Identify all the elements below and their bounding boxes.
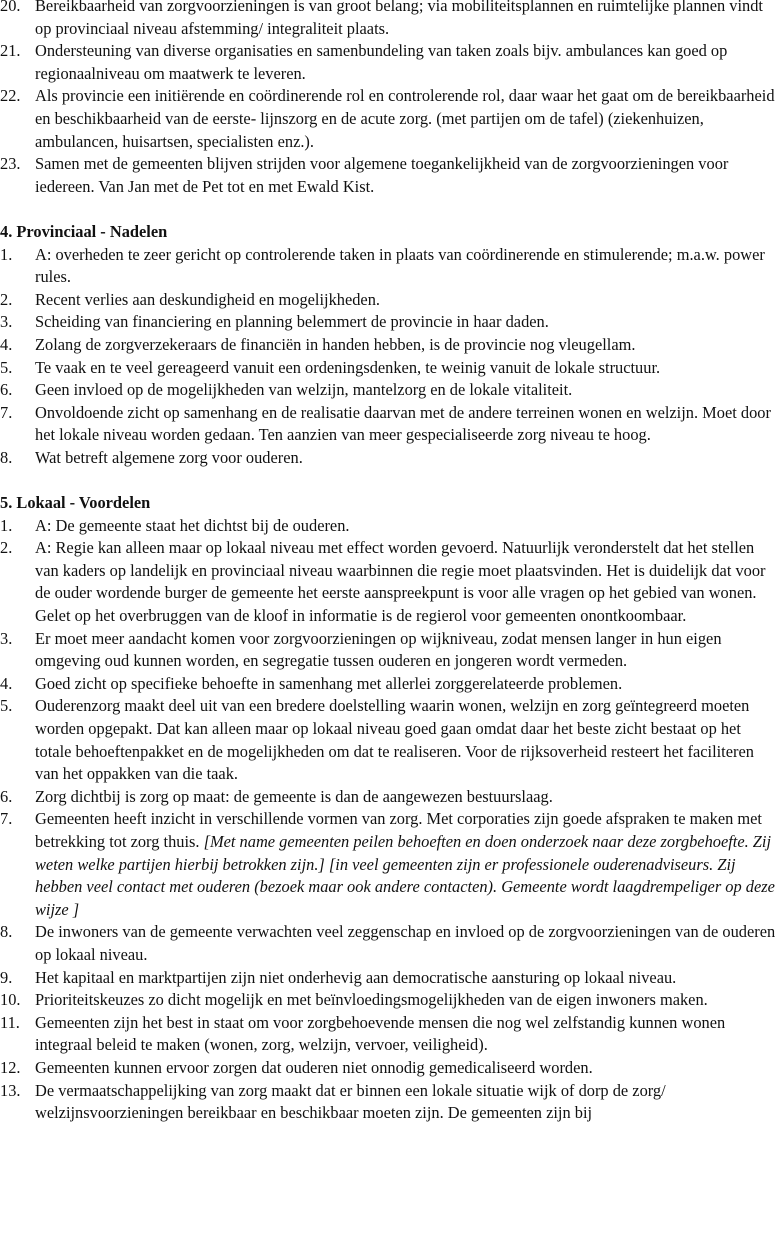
section-heading-provinciaal-nadelen: 4. Provinciaal - Nadelen <box>0 221 168 241</box>
item-number: 8. <box>0 447 13 467</box>
list-item <box>0 40 776 85</box>
item-number: 3. <box>0 628 13 648</box>
item-number: 5. <box>0 696 13 716</box>
list-item <box>0 311 776 334</box>
item-text: Het kapitaal en marktpartijen zijn niet onderhevig aan democratische aansturing op lokaal niveau. <box>35 967 677 987</box>
item-italic-note: [Met name gemeenten peilen behoeften en doen onderzoek naar deze zorgbehoefte. Zij weten welke partijen hierbij betrokken zijn.] [in veel gemeenten zijn er professionele ouderenadviseurs. Zij hebben veel contact met ouderen (bezoek maar ook andere contacten). Gemeente wordt laagdrempeliger op deze wijze ] <box>35 831 775 919</box>
list-item <box>0 989 776 1012</box>
item-text: Bereikbaarheid van zorgvoorzieningen is van groot belang; via mobiliteitsplannen en ruimtelijke plannen vindt op provinciaal niveau afstemming/ integraliteit plaats. <box>35 0 763 38</box>
item-number: 13. <box>0 1080 21 1100</box>
list-item <box>0 1012 776 1057</box>
item-number: 8. <box>0 922 13 942</box>
item-text: Te vaak en te veel gereageerd vanuit een ordeningsdenken, te weinig vanuit de lokale structuur. <box>35 357 661 377</box>
item-number: 5. <box>0 357 13 377</box>
item-text: A: overheden te zeer gericht op controlerende taken in plaats van coördinerende en stimulerende; m.a.w. power rules. <box>35 244 765 287</box>
item-text: Onvoldoende zicht op samenhang en de realisatie daarvan met de andere terreinen wonen en welzijn. Moet door het lokale niveau worden gedaan. Ten aanzien van meer gespecialiseerde zorg niveau te hoog. <box>35 402 771 445</box>
list-item <box>0 786 776 809</box>
list-item <box>0 447 776 470</box>
section-gap <box>0 469 776 492</box>
list-item <box>0 1057 776 1080</box>
item-number: 9. <box>0 967 13 987</box>
item-text: Ondersteuning van diverse organisaties en samenbundeling van taken zoals bijv. ambulances kan goed op regionaalniveau om maatwerk te leveren. <box>35 41 728 83</box>
item-text: Scheiding van financiering en planning belemmert de provincie in haar daden. <box>35 312 549 332</box>
item-text: Geen invloed op de mogelijkheden van welzijn, mantelzorg en de lokale vitaliteit. <box>35 380 573 400</box>
item-text: Samen met de gemeenten blijven strijden voor algemene toegankelijkheid van de zorgvoorzieningen voor iedereen. Van Jan met de Pet tot en met Ewald Kist. <box>35 154 729 196</box>
item-text: Gemeenten kunnen ervoor zorgen dat ouderen niet onnodig gemedicaliseerd worden. <box>35 1057 593 1077</box>
list-item <box>0 537 776 627</box>
list-item <box>0 0 776 40</box>
item-number: 10. <box>0 990 21 1010</box>
item-number: 1. <box>0 515 13 535</box>
item-text: Gemeenten heeft inzicht in verschillende vormen van zorg. Met corporaties zijn goede afspraken te maken met betrekking tot zorg thuis. <box>35 809 762 851</box>
list-item <box>0 153 776 198</box>
item-text: De vermaatschappelijking van zorg maakt dat er binnen een lokale situatie wijk of dorp de zorg/ welzijnsvoorzieningen bereikbaar en beschikbaar moeten zijn. De gemeenten zijn bij <box>35 1080 666 1123</box>
list-item <box>0 357 776 380</box>
item-number: 11. <box>0 1012 20 1032</box>
item-number: 3. <box>0 312 13 332</box>
section-gap <box>0 198 776 221</box>
item-number: 12. <box>0 1057 21 1077</box>
list-item <box>0 628 776 673</box>
item-number: 21. <box>0 41 21 61</box>
item-text: Goed zicht op specifieke behoefte in samenhang met allerlei zorggerelateerde problemen. <box>35 673 623 693</box>
item-text: A: De gemeente staat het dichtst bij de ouderen. <box>35 515 350 535</box>
item-number: 7. <box>0 402 13 422</box>
list-item <box>0 379 776 402</box>
item-text: A: Regie kan alleen maar op lokaal niveau met effect worden gevoerd. Natuurlijk veronderstelt dat het stellen van kaders op landelijk en provinciaal niveau waarbinnen die regie moet plaatsvinden. Het is duidelijk dat voor de ouder wordende burger de gemeente het eerste aanspreekpunt is voor alle vragen op het gebied van wonen. Gelet op het overbruggen van de kloof in informatie is de regierol voor gemeenten onontkoombaar. <box>35 538 766 626</box>
item-text: Recent verlies aan deskundigheid en mogelijkheden. <box>35 289 381 309</box>
item-text: Prioriteitskeuzes zo dicht mogelijk en met beïnvloedingsmogelijkheden van de eigen inwoners maken. <box>35 990 708 1010</box>
item-text: Gemeenten zijn het best in staat om voor zorgbehoevende mensen die nog wel zelfstandig kunnen wonen integraal beleid te maken (wonen, zorg, welzijn, vervoer, veiligheid). <box>35 1012 726 1055</box>
list-item <box>0 85 776 153</box>
item-text: Zorg dichtbij is zorg op maat: de gemeente is dan de aangewezen bestuurslaag. <box>35 786 553 806</box>
item-text: Wat betreft algemene zorg voor ouderen. <box>35 447 303 467</box>
list-item <box>0 1080 776 1125</box>
item-text: Zolang de zorgverzekeraars de financiën in handen hebben, is de provincie nog vleugellam. <box>35 334 636 354</box>
list-item <box>0 244 776 289</box>
list-item <box>0 402 776 447</box>
list-item <box>0 695 776 785</box>
item-text: Er moet meer aandacht komen voor zorgvoorzieningen op wijkniveau, zodat mensen langer in hun eigen omgeving oud kunnen worden, en segregatie tussen ouderen en jongeren wordt vermeden. <box>35 628 722 671</box>
item-number: 20. <box>0 0 21 15</box>
item-number: 4. <box>0 334 13 354</box>
list-item <box>0 673 776 696</box>
list-item <box>0 289 776 312</box>
item-number: 1. <box>0 244 13 264</box>
item-number: 23. <box>0 154 21 174</box>
list-item <box>0 515 776 538</box>
item-number: 22. <box>0 86 21 106</box>
list-item <box>0 808 776 921</box>
item-number: 7. <box>0 809 13 829</box>
item-number: 2. <box>0 289 13 309</box>
list-item <box>0 967 776 990</box>
section-heading-lokaal-voordelen: 5. Lokaal - Voordelen <box>0 493 151 513</box>
item-number: 6. <box>0 786 13 806</box>
item-text: De inwoners van de gemeente verwachten veel zeggenschap en invloed op de zorgvoorzieningen van de ouderen op lokaal niveau. <box>35 922 776 964</box>
item-number: 6. <box>0 380 13 400</box>
item-number: 4. <box>0 673 13 693</box>
item-text: Ouderenzorg maakt deel uit van een bredere doelstelling waarin wonen, welzijn en zorg geïntegreerd moeten worden opgepakt. Dat kan alleen maar op lokaal niveau goed gaan omdat daar het beste zicht bestaat op het totale behoeftenpakket en de mogelijkheden om dat te realiseren. Voor de rijksoverheid resteert het faciliteren van het oppakken van die taak. <box>35 696 754 784</box>
item-number: 2. <box>0 538 13 558</box>
list-item <box>0 334 776 357</box>
list-item <box>0 921 776 966</box>
item-text: Als provincie een initiërende en coördinerende rol en controlerende rol, daar waar het gaat om de bereikbaarheid en beschikbaarheid van de eerste- lijnszorg en de acute zorg. (met partijen om de tafel) (ziekenhuizen, ambulancen, huisartsen, specialisten enz.). <box>35 86 775 151</box>
